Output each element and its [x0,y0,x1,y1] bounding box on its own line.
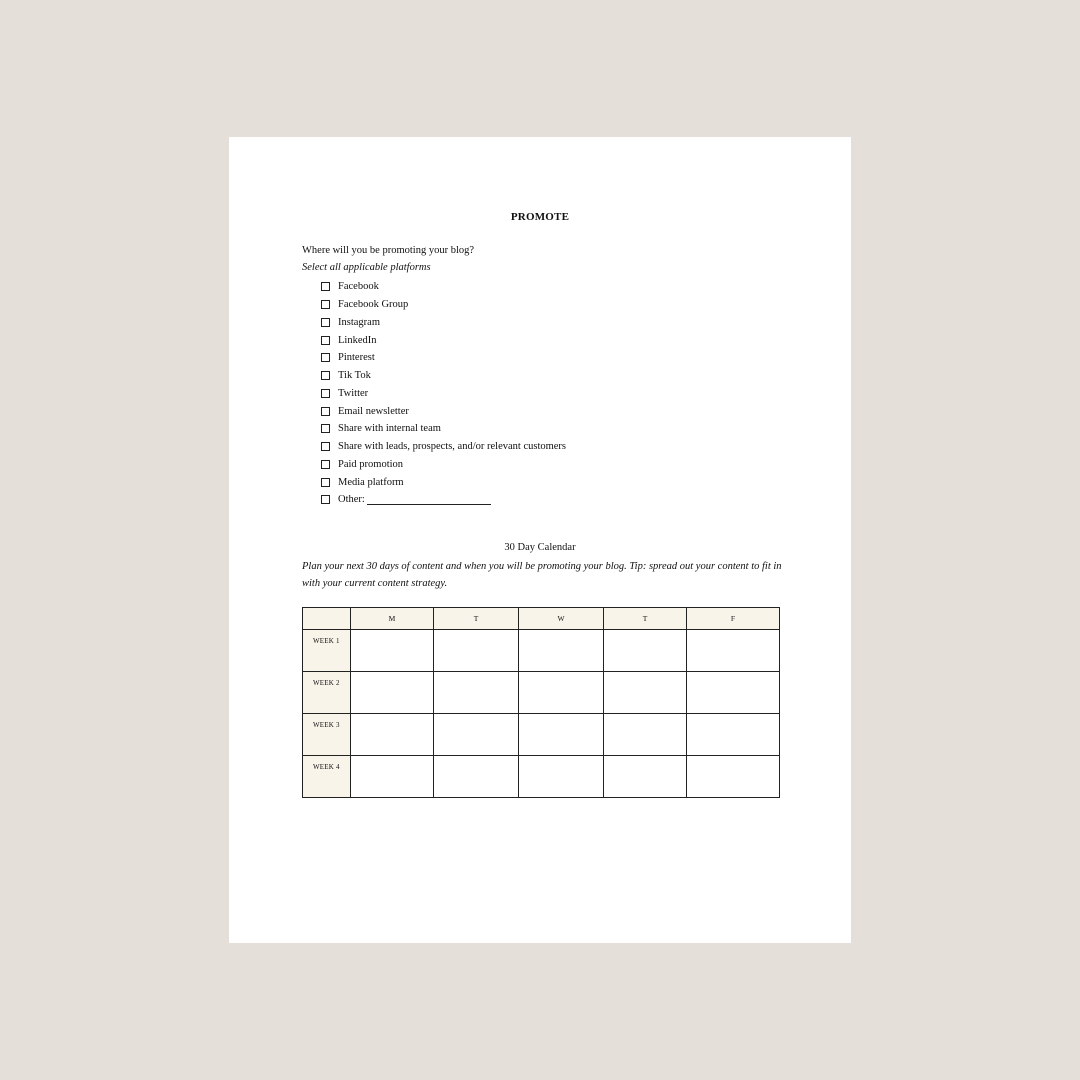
checklist-label: Instagram [338,316,380,328]
checkbox[interactable] [321,353,330,362]
calendar-cell[interactable] [434,714,519,756]
calendar-cell[interactable] [519,630,604,672]
checklist-label: Facebook Group [338,299,409,311]
checklist-label: Pinterest [338,352,375,364]
calendar-table [302,607,780,798]
week-label: WEEK 4 [303,756,351,798]
checklist-label: Other: [338,494,365,506]
checklist-label: Share with internal team [338,423,441,435]
calendar-cell[interactable] [434,630,519,672]
other-write-in-line[interactable] [367,495,491,505]
checklist-item-paid-promotion[interactable] [321,456,566,474]
week-label: WEEK 2 [303,672,351,714]
calendar-corner-cell [303,608,351,630]
day-header: M [351,608,434,630]
calendar-cell[interactable] [519,756,604,798]
checkbox[interactable] [321,460,330,469]
calendar-cell[interactable] [434,756,519,798]
calendar-cell[interactable] [351,756,434,798]
checkbox[interactable] [321,300,330,309]
calendar-cell[interactable] [687,756,780,798]
checklist-label: Media platform [338,476,404,488]
checklist-label: Email newsletter [338,405,409,417]
calendar-cell[interactable] [687,672,780,714]
checklist-item-leads[interactable] [321,438,566,456]
checklist-label: Tik Tok [338,370,371,382]
page-title: PROMOTE [510,211,570,223]
checkbox[interactable] [321,336,330,345]
calendar-cell[interactable] [351,714,434,756]
day-header: F [687,608,780,630]
checkbox[interactable] [321,424,330,433]
calendar-cell[interactable] [604,714,687,756]
checklist-label: Share with leads, prospects, and/or relevant customers [338,441,567,453]
checklist-item-linkedin[interactable] [321,331,566,349]
calendar-cell[interactable] [351,672,434,714]
platform-instruction: Select all applicable platforms [302,262,431,273]
day-header: T [434,608,519,630]
checklist-label: LinkedIn [338,334,377,346]
calendar-week-row [303,672,780,714]
checklist-item-media-platform[interactable] [321,473,566,491]
document-page [229,137,851,943]
checklist-item-instagram[interactable] [321,314,566,332]
checklist-item-twitter[interactable] [321,385,566,403]
checklist-item-facebook[interactable] [321,278,566,296]
checklist-item-email-newsletter[interactable] [321,402,566,420]
calendar-title: 30 Day Calendar [504,542,576,553]
checklist-label: Paid promotion [338,458,404,470]
promotion-question: Where will you be promoting your blog? [302,245,475,256]
checklist-item-pinterest[interactable] [321,349,566,367]
calendar-cell[interactable] [351,630,434,672]
checkbox[interactable] [321,407,330,416]
checklist-item-other[interactable] [321,491,566,509]
checklist-label: Facebook [338,281,379,293]
checkbox[interactable] [321,371,330,380]
calendar-cell[interactable] [687,714,780,756]
checkbox[interactable] [321,389,330,398]
calendar-cell[interactable] [519,714,604,756]
calendar-cell[interactable] [604,630,687,672]
calendar-header-row [303,608,780,630]
checklist-item-tiktok[interactable] [321,367,566,385]
checkbox[interactable] [321,495,330,504]
checkbox[interactable] [321,478,330,487]
week-label: WEEK 1 [303,630,351,672]
calendar-cell[interactable] [687,630,780,672]
checklist-item-facebook-group[interactable] [321,296,566,314]
calendar-cell[interactable] [434,672,519,714]
checkbox[interactable] [321,282,330,291]
calendar-cell[interactable] [604,756,687,798]
checkbox[interactable] [321,318,330,327]
calendar-week-row [303,756,780,798]
calendar-cell[interactable] [604,672,687,714]
checklist-item-internal-team[interactable] [321,420,566,438]
day-header: T [604,608,687,630]
platform-checklist [321,278,566,509]
calendar-week-row [303,714,780,756]
checkbox[interactable] [321,442,330,451]
calendar-week-row [303,630,780,672]
checklist-label: Twitter [338,387,369,399]
week-label: WEEK 3 [303,714,351,756]
day-header: W [519,608,604,630]
calendar-description: Plan your next 30 days of content and when you will be promoting your blog. Tip: spread out your content to fit in with your current content strategy. [302,561,782,589]
calendar-cell[interactable] [519,672,604,714]
